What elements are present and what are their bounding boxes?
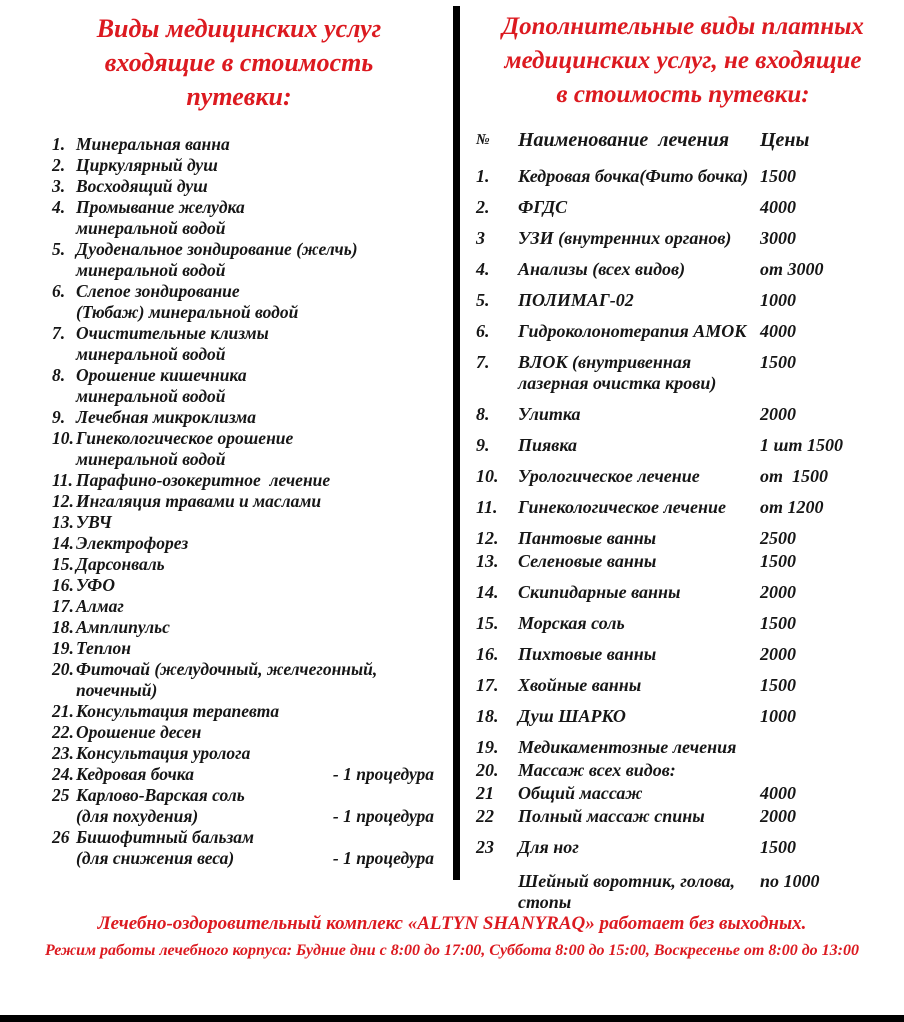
item-line [76, 155, 434, 176]
row-price: 4000 [760, 197, 796, 217]
item-line [76, 491, 434, 512]
item-number: 26 [52, 827, 70, 847]
item-line [76, 386, 434, 407]
item-line [76, 218, 434, 239]
item-number: 11. [52, 470, 73, 490]
item-text: УФО [76, 575, 115, 595]
list-item [26, 407, 452, 428]
item-body [76, 134, 452, 155]
treatment-name-line: Полный массаж спины [518, 806, 705, 826]
bottom-border [0, 1015, 904, 1022]
treatment-name-line: Медикаментозные лечения [518, 737, 737, 757]
item-body [76, 701, 452, 722]
list-item [26, 575, 452, 596]
row-price: 1500 [760, 613, 796, 633]
table-row [466, 871, 900, 913]
list-item [26, 701, 452, 722]
row-number: 5. [476, 290, 490, 310]
row-treatment-name [518, 675, 760, 696]
title-line: входящие в стоимость [104, 48, 374, 77]
row-number: 22 [476, 806, 494, 826]
item-body [76, 512, 452, 533]
item-line [76, 281, 434, 302]
item-body [76, 638, 452, 659]
item-number: 1. [52, 134, 66, 154]
item-body [76, 743, 452, 764]
row-treatment-name [518, 466, 760, 487]
item-text: УВЧ [76, 512, 112, 532]
table-row [466, 197, 900, 218]
row-number: 14. [476, 582, 499, 602]
list-item [26, 743, 452, 764]
row-number: 17. [476, 675, 499, 695]
item-number: 12. [52, 491, 74, 511]
list-item [26, 596, 452, 617]
price-table-body [466, 166, 900, 913]
item-text: Алмаг [76, 596, 124, 616]
item-line [76, 239, 434, 260]
list-item [26, 617, 452, 638]
row-price [760, 737, 900, 758]
item-number: 5. [52, 239, 66, 259]
treatment-name-line: Массаж всех видов: [518, 760, 676, 780]
row-price: 1000 [760, 290, 796, 310]
item-text: Теплон [76, 638, 132, 658]
row-number: 6. [476, 321, 490, 341]
list-item [26, 176, 452, 197]
item-body [76, 785, 452, 827]
item-number: 19. [52, 638, 74, 658]
item-text: Электрофорез [76, 533, 189, 553]
row-price: 1500 [760, 675, 796, 695]
item-text: Гинекологическое орошение [76, 428, 294, 448]
item-body [76, 827, 452, 869]
item-body [76, 281, 452, 323]
title-line: Дополнительные виды платных [502, 13, 864, 40]
item-text: (Тюбаж) минеральной водой [76, 302, 299, 322]
item-line [76, 176, 434, 197]
row-price: 1500 [760, 352, 796, 372]
item-number: 7. [52, 323, 66, 343]
row-treatment-name [518, 435, 760, 456]
item-text: почечный) [76, 680, 158, 700]
row-treatment-name [518, 404, 760, 425]
row-price: 2000 [760, 404, 796, 424]
item-text: Лечебная микроклизма [76, 407, 257, 427]
table-row [466, 837, 900, 858]
list-item [26, 533, 452, 554]
item-number: 17. [52, 596, 74, 616]
treatment-name-line: ПОЛИМАГ-02 [518, 290, 634, 310]
included-services-section [26, 0, 452, 869]
item-text: Бишофитный бальзам [76, 827, 255, 847]
item-line [76, 449, 434, 470]
treatment-name-line: Скипидарные ванны [518, 582, 681, 602]
row-treatment-name [518, 321, 760, 342]
item-line [76, 659, 434, 680]
item-number: 15. [52, 554, 74, 574]
list-item [26, 239, 452, 281]
row-treatment-name [518, 582, 760, 603]
row-treatment-name [518, 497, 760, 518]
item-text: Карлово-Варская соль [76, 785, 245, 805]
table-row [466, 582, 900, 603]
row-treatment-name [518, 166, 760, 187]
row-price: 2000 [760, 644, 796, 664]
item-line [76, 743, 434, 764]
treatment-name-line: Гидроколонотерапия АМОК [518, 321, 747, 341]
header-price-column: Цены [760, 129, 810, 151]
table-row [466, 228, 900, 249]
treatment-name-line: Урологическое лечение [518, 466, 700, 486]
paid-services-section [466, 0, 900, 923]
table-row [466, 760, 900, 781]
item-number: 16. [52, 575, 74, 595]
item-line [76, 638, 434, 659]
item-line [76, 344, 434, 365]
item-text: Циркулярный душ [76, 155, 218, 175]
list-item [26, 764, 452, 785]
item-number: 20. [52, 659, 74, 679]
list-item [26, 722, 452, 743]
row-number: 2. [476, 197, 490, 217]
footer [0, 912, 904, 961]
row-treatment-name [518, 871, 760, 913]
item-procedure-note: - 1 процедура [332, 764, 434, 784]
item-text: минеральной водой [76, 449, 226, 469]
row-treatment-name [518, 228, 760, 249]
table-row [466, 352, 900, 394]
item-text: Фиточай (желудочный, желчегонный, [76, 659, 378, 679]
item-line [76, 197, 434, 218]
row-treatment-name [518, 760, 760, 781]
treatment-name-line: Улитка [518, 404, 581, 424]
row-number: 18. [476, 706, 499, 726]
item-body [76, 239, 452, 281]
list-item [26, 281, 452, 323]
item-body [76, 764, 452, 785]
table-row [466, 806, 900, 827]
paid-services-title [466, 10, 900, 112]
item-number: 10. [52, 428, 74, 448]
column-divider [453, 6, 460, 880]
item-text: минеральной водой [76, 344, 226, 364]
item-line [76, 722, 434, 743]
row-price: от 1500 [760, 466, 829, 486]
item-number: 24. [52, 764, 74, 784]
item-body [76, 407, 452, 428]
item-text: Дуоденальное зондирование (желчь) [76, 239, 358, 259]
row-price: 1500 [760, 551, 796, 571]
treatment-name-line: Кедровая бочка(Фито бочка) [518, 166, 749, 186]
row-number: 15. [476, 613, 499, 633]
item-line [76, 575, 434, 596]
row-number: 3 [476, 228, 485, 248]
row-number: 11. [476, 497, 498, 517]
list-item [26, 659, 452, 701]
item-line [76, 785, 434, 806]
list-item [26, 197, 452, 239]
row-number [476, 871, 518, 913]
row-price: от 1200 [760, 497, 824, 517]
row-price: от 3000 [760, 259, 824, 279]
title-line: медицинских услуг, не входящие [504, 47, 862, 74]
item-text: Парафино-озокеритное лечение [76, 470, 331, 490]
title-line: путевки: [186, 82, 292, 111]
item-number: 23. [52, 743, 74, 763]
item-text: Амплипульс [76, 617, 170, 637]
table-row [466, 644, 900, 665]
row-treatment-name [518, 706, 760, 727]
table-row [466, 551, 900, 572]
table-row [466, 706, 900, 727]
list-item [26, 470, 452, 491]
item-body [76, 617, 452, 638]
row-price: по 1000 [760, 871, 820, 891]
table-row [466, 166, 900, 187]
table-row [466, 435, 900, 456]
row-price: 1 шт 1500 [760, 435, 843, 455]
item-body [76, 323, 452, 365]
title-line: в стоимость путевки: [556, 81, 810, 108]
item-body [76, 596, 452, 617]
item-number: 8. [52, 365, 66, 385]
footer-complex-schedule: Лечебно-оздоровительный комплекс «ALTYN SHANYRAQ» работает без выходных. [97, 913, 807, 934]
row-treatment-name [518, 528, 760, 549]
treatment-name-line: ВЛОК (внутривенная [518, 352, 692, 372]
treatment-name-line: лазерная очистка крови) [518, 373, 717, 393]
item-text: Слепое зондирование [76, 281, 240, 301]
table-row [466, 613, 900, 634]
row-treatment-name [518, 259, 760, 280]
row-price: 3000 [760, 228, 796, 248]
row-number: 9. [476, 435, 490, 455]
item-body [76, 533, 452, 554]
item-text: Восходящий душ [76, 176, 208, 196]
item-text: Ингаляция травами и маслами [76, 491, 322, 511]
item-number: 6. [52, 281, 66, 301]
item-number: 21. [52, 701, 74, 721]
item-line [76, 365, 434, 386]
item-number: 9. [52, 407, 66, 427]
treatment-name-line: УЗИ (внутренних органов) [518, 228, 732, 248]
table-row [466, 466, 900, 487]
list-item [26, 512, 452, 533]
treatment-name-line: ФГДС [518, 197, 568, 217]
item-number: 22. [52, 722, 74, 742]
row-number: 23 [476, 837, 494, 857]
row-number: 19. [476, 737, 499, 757]
price-table-header [466, 128, 900, 152]
row-price: 1500 [760, 837, 796, 857]
treatment-name-line: Шейный воротник, голова, [518, 871, 736, 891]
treatment-name-line: Для ног [518, 837, 579, 857]
row-treatment-name [518, 197, 760, 218]
row-number: 7. [476, 352, 490, 372]
item-text: Промывание желудка [76, 197, 245, 217]
item-line [76, 470, 434, 491]
treatment-name-line: Морская соль [518, 613, 625, 633]
table-row [466, 783, 900, 804]
table-row [466, 290, 900, 311]
item-line [76, 617, 434, 638]
item-line [76, 701, 434, 722]
item-text: Консультация терапевта [76, 701, 280, 721]
row-treatment-name [518, 290, 760, 311]
item-text: (для похудения) [76, 806, 199, 826]
list-item [26, 554, 452, 575]
item-text: Кедровая бочка [76, 764, 194, 784]
item-line [76, 827, 434, 848]
included-services-list [26, 134, 452, 869]
table-row [466, 321, 900, 342]
row-price [760, 760, 900, 781]
row-number: 8. [476, 404, 490, 424]
item-line [76, 764, 434, 785]
item-line [76, 680, 434, 701]
item-line [76, 848, 434, 869]
row-treatment-name [518, 644, 760, 665]
row-number: 4. [476, 259, 490, 279]
table-row [466, 404, 900, 425]
table-row [466, 675, 900, 696]
item-number: 2. [52, 155, 66, 175]
item-body [76, 428, 452, 470]
row-price: 2000 [760, 582, 796, 602]
row-treatment-name [518, 352, 760, 394]
item-number: 4. [52, 197, 66, 217]
item-body [76, 365, 452, 407]
item-text: Орошение десен [76, 722, 202, 742]
item-text: Минеральная ванна [76, 134, 230, 154]
item-procedure-note: - 1 процедура [332, 806, 434, 826]
item-line [76, 323, 434, 344]
item-body [76, 554, 452, 575]
item-number: 3. [52, 176, 66, 196]
treatment-name-line: Хвойные ванны [518, 675, 642, 695]
header-treatment-name-column: Наименование лечения [518, 129, 730, 151]
row-price: 2500 [760, 528, 796, 548]
list-item [26, 491, 452, 512]
included-services-title [26, 12, 452, 114]
item-text: минеральной водой [76, 260, 226, 280]
table-row [466, 737, 900, 758]
list-item [26, 785, 452, 827]
item-body [76, 491, 452, 512]
row-treatment-name [518, 551, 760, 572]
item-number: 25 [52, 785, 70, 805]
row-price: 4000 [760, 783, 796, 803]
row-number: 13. [476, 551, 499, 571]
row-treatment-name [518, 613, 760, 634]
item-line [76, 554, 434, 575]
table-row [466, 259, 900, 280]
treatment-name-line: Пиявка [518, 435, 578, 455]
list-item [26, 365, 452, 407]
row-number: 1. [476, 166, 490, 186]
table-row [466, 497, 900, 518]
list-item [26, 155, 452, 176]
item-body [76, 155, 452, 176]
row-treatment-name [518, 783, 760, 804]
footer-working-hours: Режим работы лечебного корпуса: Будние дни с 8:00 до 17:00, Суббота 8:00 до 15:00, Воскресенье от 8:00 до 13:00 [45, 942, 859, 959]
treatment-name-line: Общий массаж [518, 783, 643, 803]
row-treatment-name [518, 806, 760, 827]
item-text: Очистительные клизмы [76, 323, 269, 343]
item-line [76, 428, 434, 449]
item-line [76, 596, 434, 617]
row-number: 10. [476, 466, 499, 486]
row-number: 16. [476, 644, 499, 664]
item-body [76, 722, 452, 743]
item-line [76, 407, 434, 428]
table-row [466, 528, 900, 549]
item-body [76, 659, 452, 701]
item-body [76, 197, 452, 239]
row-number: 12. [476, 528, 499, 548]
row-number: 21 [476, 783, 494, 803]
list-item [26, 134, 452, 155]
item-number: 14. [52, 533, 74, 553]
item-text: минеральной водой [76, 386, 226, 406]
item-text: (для снижения веса) [76, 848, 235, 868]
header-number-column: № [476, 132, 490, 148]
item-text: Консультация уролога [76, 743, 251, 763]
treatment-name-line: Селеновые ванны [518, 551, 657, 571]
item-line [76, 134, 434, 155]
item-text: минеральной водой [76, 218, 226, 238]
treatment-name-line: Душ ШАРКО [518, 706, 626, 726]
row-price: 1000 [760, 706, 796, 726]
list-item [26, 638, 452, 659]
item-number: 18. [52, 617, 74, 637]
treatment-name-line: Гинекологическое лечение [518, 497, 726, 517]
list-item [26, 323, 452, 365]
item-procedure-note: - 1 процедура [332, 848, 434, 868]
item-line [76, 260, 434, 281]
row-treatment-name [518, 737, 760, 758]
item-line [76, 806, 434, 827]
item-body [76, 470, 452, 491]
treatment-name-line: Пантовые ванны [518, 528, 657, 548]
treatment-name-line: Пихтовые ванны [518, 644, 657, 664]
item-body [76, 176, 452, 197]
list-item [26, 827, 452, 869]
item-text: Орошение кишечника [76, 365, 247, 385]
item-number: 13. [52, 512, 74, 532]
item-line [76, 533, 434, 554]
row-price: 4000 [760, 321, 796, 341]
title-line: Виды медицинских услуг [96, 14, 382, 43]
row-number: 20. [476, 760, 499, 780]
item-line [76, 302, 434, 323]
item-line [76, 512, 434, 533]
treatment-name-line: Анализы (всех видов) [518, 259, 686, 279]
treatment-name-line: стопы [518, 892, 572, 912]
item-text: Дарсонваль [76, 554, 165, 574]
list-item [26, 428, 452, 470]
item-body [76, 575, 452, 596]
row-price: 1500 [760, 166, 796, 186]
row-treatment-name [518, 837, 760, 858]
row-price: 2000 [760, 806, 796, 826]
